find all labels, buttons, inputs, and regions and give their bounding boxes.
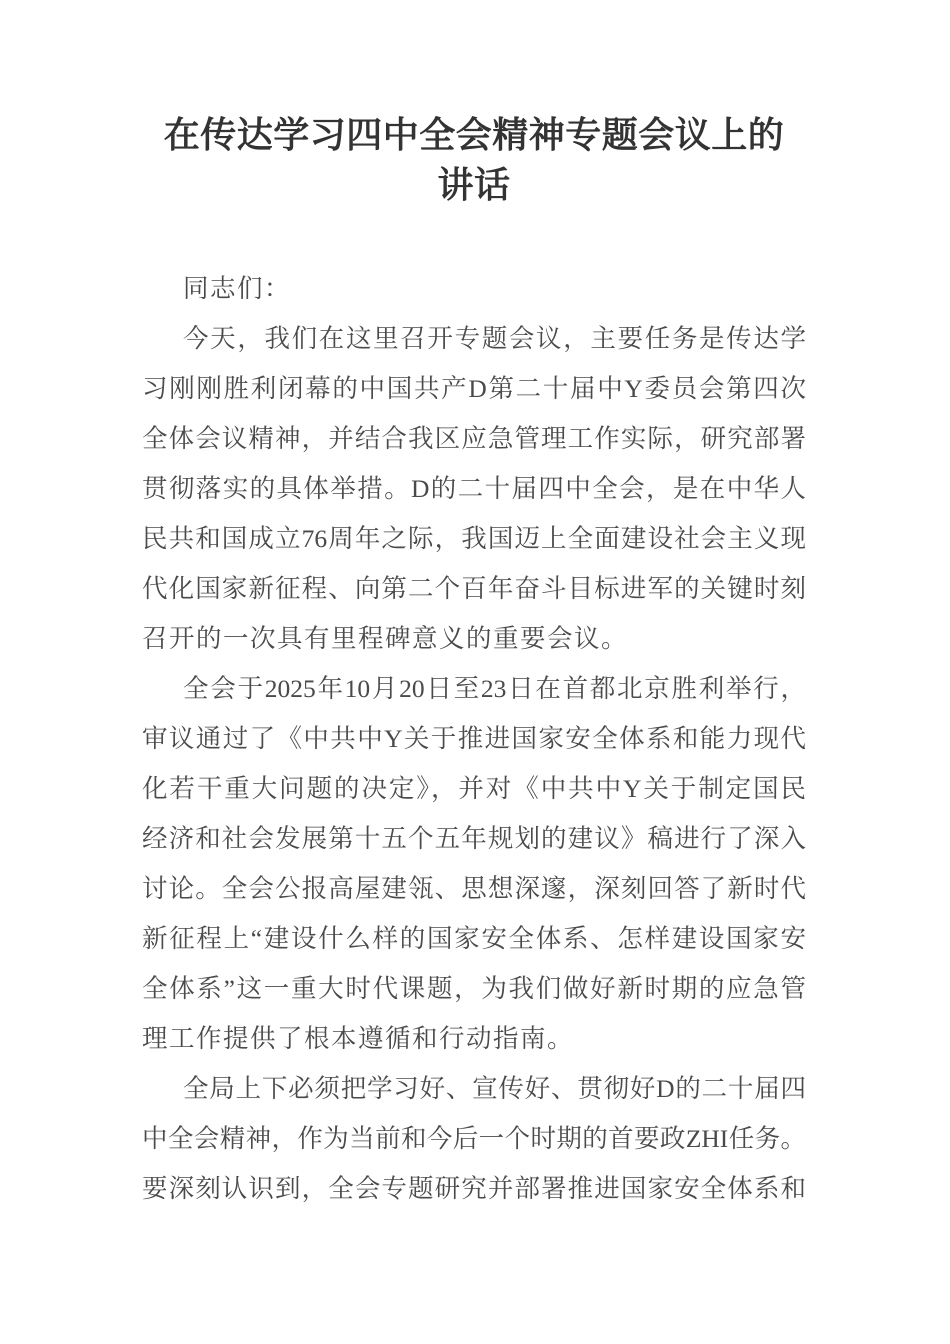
body-line: 化若干重大问题的决定》，并对《中共中Y关于制定国民 <box>142 774 806 803</box>
body-line: 讨论。全会公报高屋建瓴、思想深邃，深刻回答了新时代 <box>142 874 806 903</box>
document-body <box>142 264 806 1214</box>
body-line: 新征程上“建设什么样的国家安全体系、怎样建设国家安 <box>142 924 806 953</box>
document-title <box>142 110 806 210</box>
body-line: 今天，我们在这里召开专题会议，主要任务是传达学 <box>183 324 806 353</box>
title-line-2: 讲话 <box>437 165 511 205</box>
body-line: 全体系”这一重大时代课题，为我们做好新时期的应急管 <box>142 974 806 1003</box>
body-line: 全局上下必须把学习好、宣传好、贯彻好D的二十届四 <box>183 1074 806 1103</box>
title-line-1: 在传达学习四中全会精神专题会议上的 <box>163 115 785 155</box>
body-line: 民共和国成立76周年之际，我国迈上全面建设社会主义现 <box>142 524 806 553</box>
body-line: 习刚刚胜利闭幕的中国共产D第二十届中Y委员会第四次 <box>142 374 806 403</box>
body-line: 贯彻落实的具体举措。D的二十届四中全会，是在中华人 <box>142 474 806 503</box>
body-line: 全会于2025年10月20日至23日在首都北京胜利举行， <box>183 674 806 703</box>
body-line: 经济和社会发展第十五个五年规划的建议》稿进行了深入 <box>142 824 806 853</box>
body-line: 同志们： <box>183 274 292 303</box>
body-line: 代化国家新征程、向第二个百年奋斗目标进军的关键时刻 <box>142 574 806 603</box>
body-line: 要深刻认识到，全会专题研究并部署推进国家安全体系和 <box>142 1174 806 1203</box>
body-line: 理工作提供了根本遵循和行动指南。 <box>142 1024 575 1053</box>
body-line: 中全会精神，作为当前和今后一个时期的首要政ZHI任务。 <box>142 1124 806 1153</box>
body-line: 审议通过了《中共中Y关于推进国家安全体系和能力现代 <box>142 724 806 753</box>
body-line: 召开的一次具有里程碑意义的重要会议。 <box>142 624 629 653</box>
body-line: 全体会议精神，并结合我区应急管理工作实际，研究部署 <box>142 424 806 453</box>
